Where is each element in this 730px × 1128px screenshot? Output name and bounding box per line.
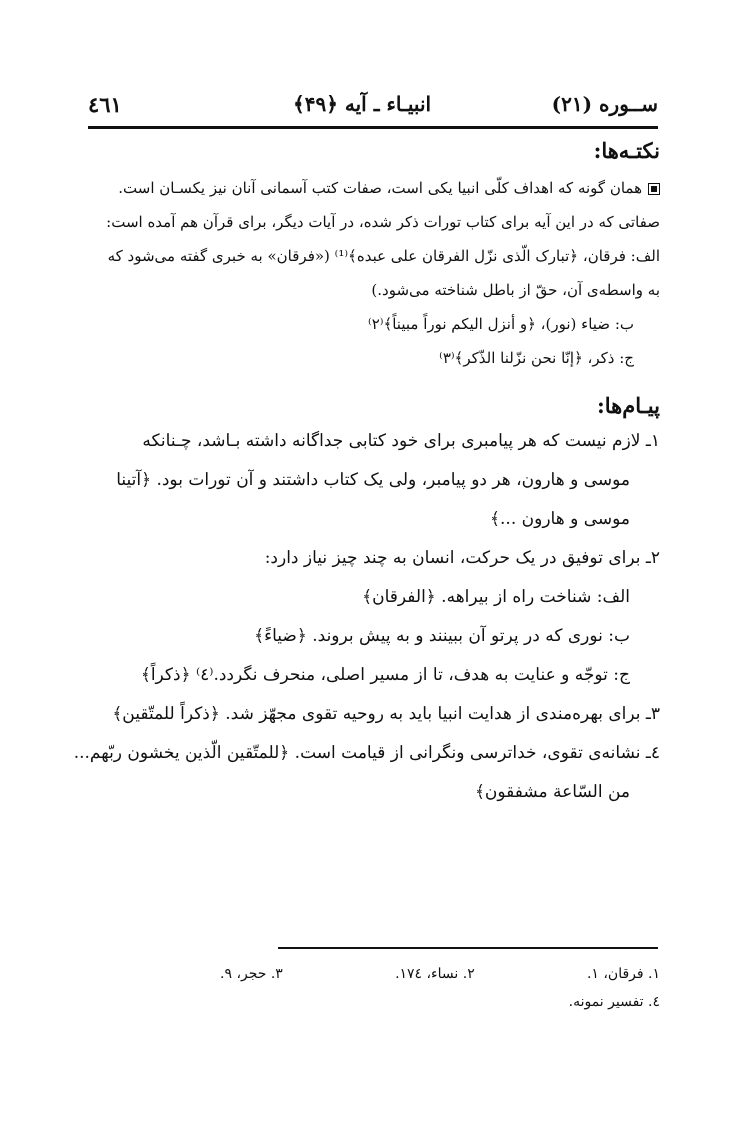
footnote-3: ۳. حجر، ۹. bbox=[220, 966, 283, 982]
footnote-4: ٤. تفسیر نمونه. bbox=[568, 994, 660, 1010]
note-line: همان گونه که اهداف کلّی انبیا یکی است، صفات کتب آسمانی آنان نیز یکسـان است. bbox=[70, 171, 660, 205]
note-line: ب: ضیاء (نور)، ﴿و أنزل الیکم نوراً مبیناً﴾⁽٢⁾ bbox=[368, 315, 634, 333]
page-header bbox=[88, 92, 658, 129]
page-body bbox=[70, 138, 660, 812]
footnote-row bbox=[220, 960, 660, 988]
note-line: صفاتی که در این آیه برای کتاب تورات ذکر شده، در آیات دیگر، برای قرآن هم آمده است: bbox=[106, 213, 660, 231]
message-line: ب: نوری که در پرتو آن ببینند و به پیش بروند. ﴿ضیاءً﴾ bbox=[254, 626, 630, 646]
message-line: ۳ـ برای بهره‌مندی از هدایت انبیا باید به روحیه تقوی مجهّز شد. ﴿ذکراً للمتّقین﴾ bbox=[112, 704, 660, 724]
notes-heading: نکتـه‌ها: bbox=[593, 138, 660, 163]
message-line: موسی و هارون ...﴾ bbox=[490, 509, 630, 529]
page-number: ٤٦١ bbox=[88, 92, 122, 117]
message-line: ٤ـ نشانه‌ی تقوی، خداترسی ونگرانی از قیامت است. ﴿للمتّقین الّذین یخشون ربّهم... bbox=[73, 743, 660, 763]
footnotes bbox=[100, 960, 660, 1016]
note-line: الف: فرقان، ﴿تبارک الّذی نزّل الفرقان علی عبده﴾⁽¹⁾ («فرقان» به خبری گفته می‌شود که bbox=[107, 247, 660, 265]
ayah-reference: انبیـاء ـ آیه ﴿۴۹﴾ bbox=[293, 92, 432, 116]
message-line: من السّاعة مشفقون﴾ bbox=[474, 782, 630, 802]
messages-heading: پیـام‌ها: bbox=[597, 393, 660, 418]
footnote-2: ۲. نساء، ۱۷٤. bbox=[395, 966, 475, 982]
message-line: الف: شناخت راه از بیراهه. ﴿الفرقان﴾ bbox=[362, 587, 630, 607]
message-line: ج: توجّه و عنایت به هدف، تا از مسیر اصلی، منحرف نگردد.⁽٤⁾ ﴿ذکراً﴾ bbox=[140, 665, 630, 685]
surah-title: ســوره (۲۱) bbox=[551, 92, 658, 116]
note-line: ج: ذکر، ﴿إنّا نحن نزّلنا الذّکر﴾⁽٣⁾ bbox=[439, 349, 634, 367]
message-line: ۱ـ لازم نیست که هر پیامبری برای خود کتابی جداگانه داشته بـاشد، چـنانکه bbox=[142, 431, 660, 451]
message-line: موسی و هارون، هر دو پیامبر، ولی یک کتاب داشتند و آن تورات بود. ﴿آتینا bbox=[116, 470, 630, 490]
note-line: به واسطه‌ی آن، حقّ از باطل شناخته می‌شود.) bbox=[371, 281, 660, 299]
message-line: ۲ـ برای توفیق در یک حرکت، انسان به چند چیز نیاز دارد: bbox=[264, 548, 660, 568]
footnote-1: ۱. فرقان، ۱. bbox=[586, 966, 660, 982]
square-bullet-icon bbox=[648, 183, 660, 195]
footnote-divider bbox=[278, 947, 658, 949]
